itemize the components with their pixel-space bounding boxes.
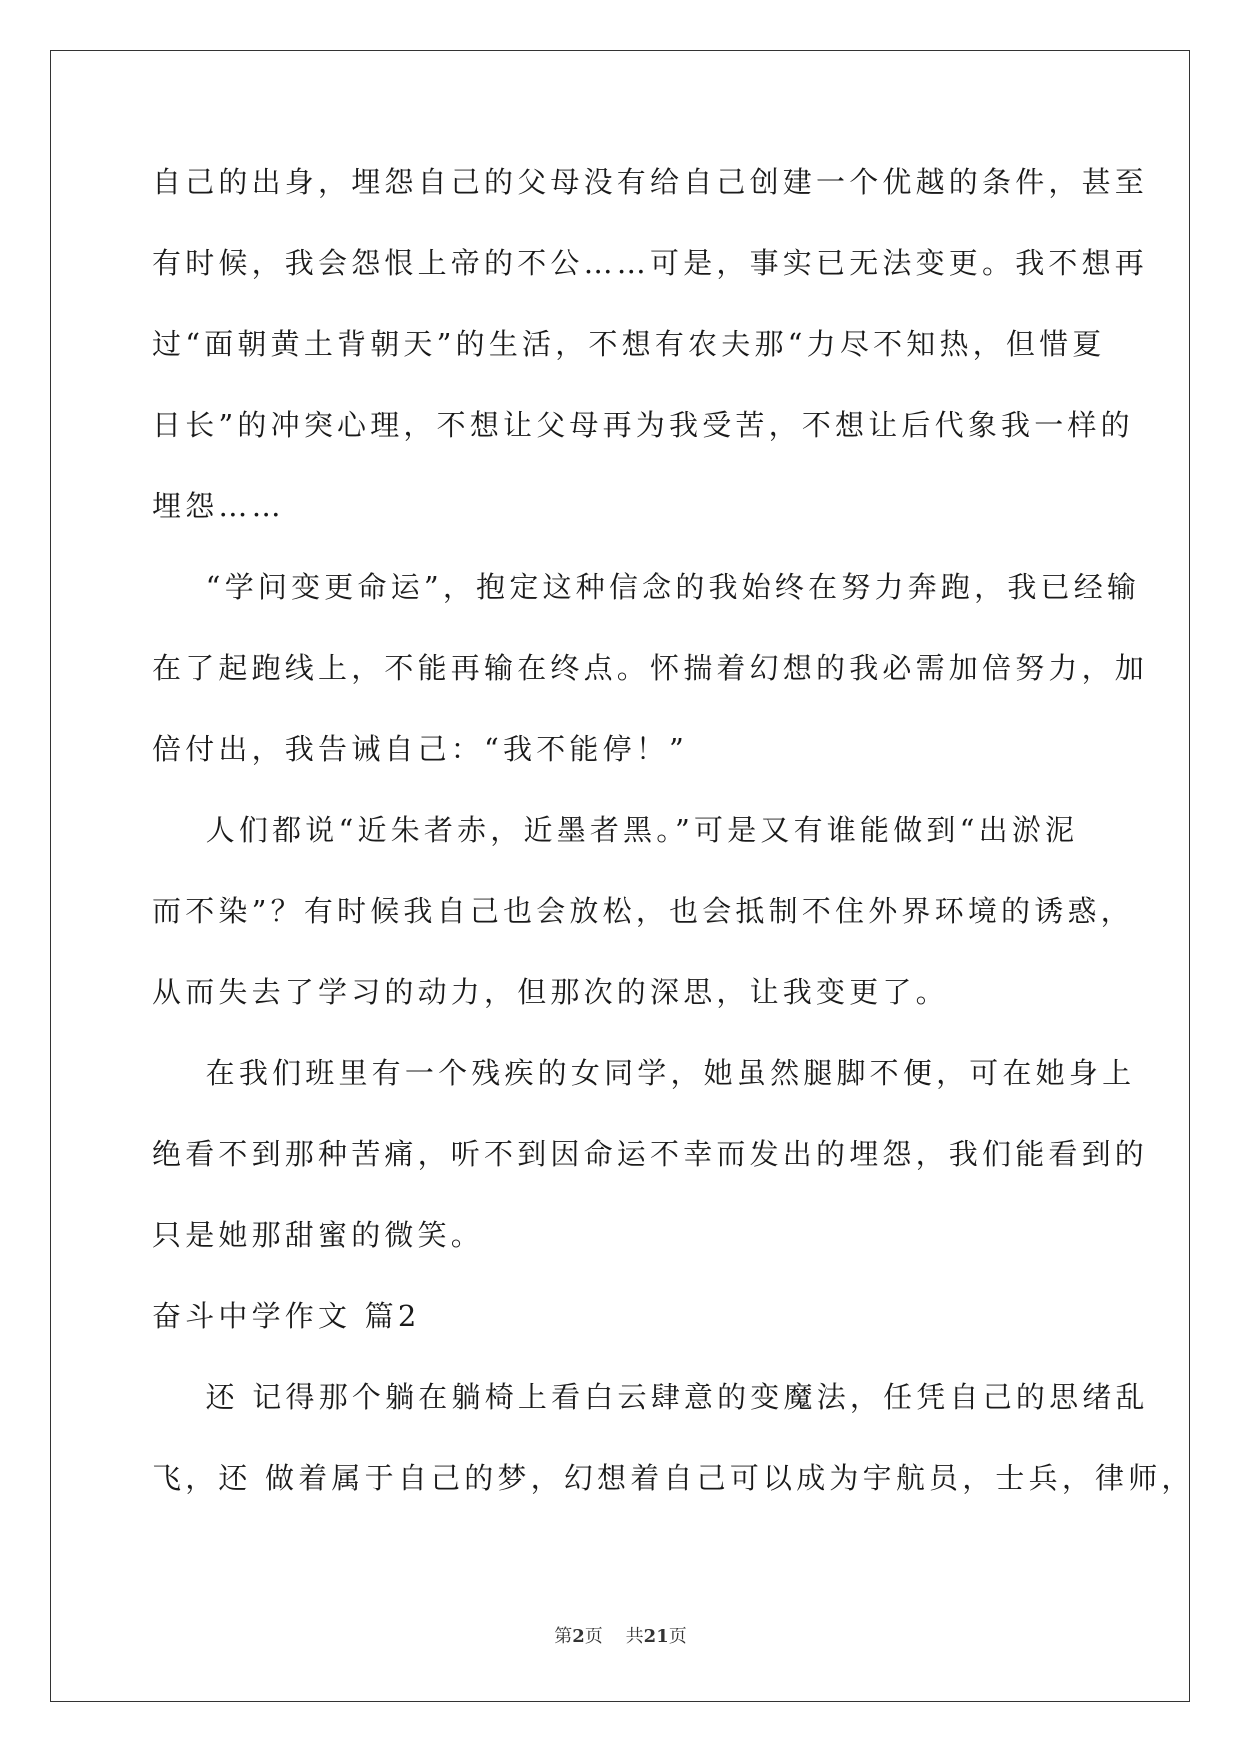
text-line: 过“面朝黄土背朝天”的生活，不想有农夫那“力尽不知热，但惜夏 xyxy=(152,327,1106,361)
page-prefix: 第 xyxy=(554,1626,573,1647)
text-line: 在我们班里有一个残疾的女同学，她虽然腿脚不便，可在她身上 xyxy=(152,1056,1136,1090)
page-suffix: 页 xyxy=(584,1626,603,1647)
total-suffix: 页 xyxy=(668,1626,687,1647)
text-line: “学问变更命运”，抱定这种信念的我始终在努力奔跑，我已经输 xyxy=(152,570,1141,604)
document-body xyxy=(152,162,1195,1539)
page-footer xyxy=(0,1622,1241,1648)
text-line: 埋怨…… xyxy=(152,489,285,523)
text-line: 还 记得那个躺在躺椅上看白云肆意的变魔法，任凭自己的思绪乱 xyxy=(152,1380,1149,1414)
text-line: 倍付出，我告诫自己：“我不能停！” xyxy=(152,732,689,766)
text-line: 在了起跑线上，不能再输在终点。怀揣着幻想的我必需加倍努力，加 xyxy=(152,651,1149,685)
text-line: 从而失去了学习的动力，但那次的深思，让我变更了。 xyxy=(152,975,949,1009)
page-number: 2 xyxy=(572,1626,585,1647)
section-heading: 奋斗中学作文 篇2 xyxy=(152,1299,421,1333)
text-line: 而不染”？有时候我自己也会放松，也会抵制不住外界环境的诱惑， xyxy=(152,894,1134,928)
text-line: 只是她那甜蜜的微笑。 xyxy=(152,1218,485,1252)
text-line: 自己的出身，埋怨自己的父母没有给自己创建一个优越的条件，甚至 xyxy=(152,165,1149,199)
total-prefix: 共 xyxy=(625,1626,644,1647)
total-pages: 21 xyxy=(643,1626,669,1647)
text-line: 人们都说“近朱者赤，近墨者黑。”可是又有谁能做到“出淤泥 xyxy=(152,813,1079,847)
text-line: 飞，还 做着属于自己的梦，幻想着自己可以成为宇航员，士兵，律师， xyxy=(152,1461,1195,1495)
text-line: 绝看不到那种苦痛，听不到因命运不幸而发出的埋怨，我们能看到的 xyxy=(152,1137,1149,1171)
text-line: 有时候，我会怨恨上帝的不公……可是，事实已无法变更。我不想再 xyxy=(152,246,1149,280)
text-line: 日长”的冲突心理，不想让父母再为我受苦，不想让后代象我一样的 xyxy=(152,408,1134,442)
